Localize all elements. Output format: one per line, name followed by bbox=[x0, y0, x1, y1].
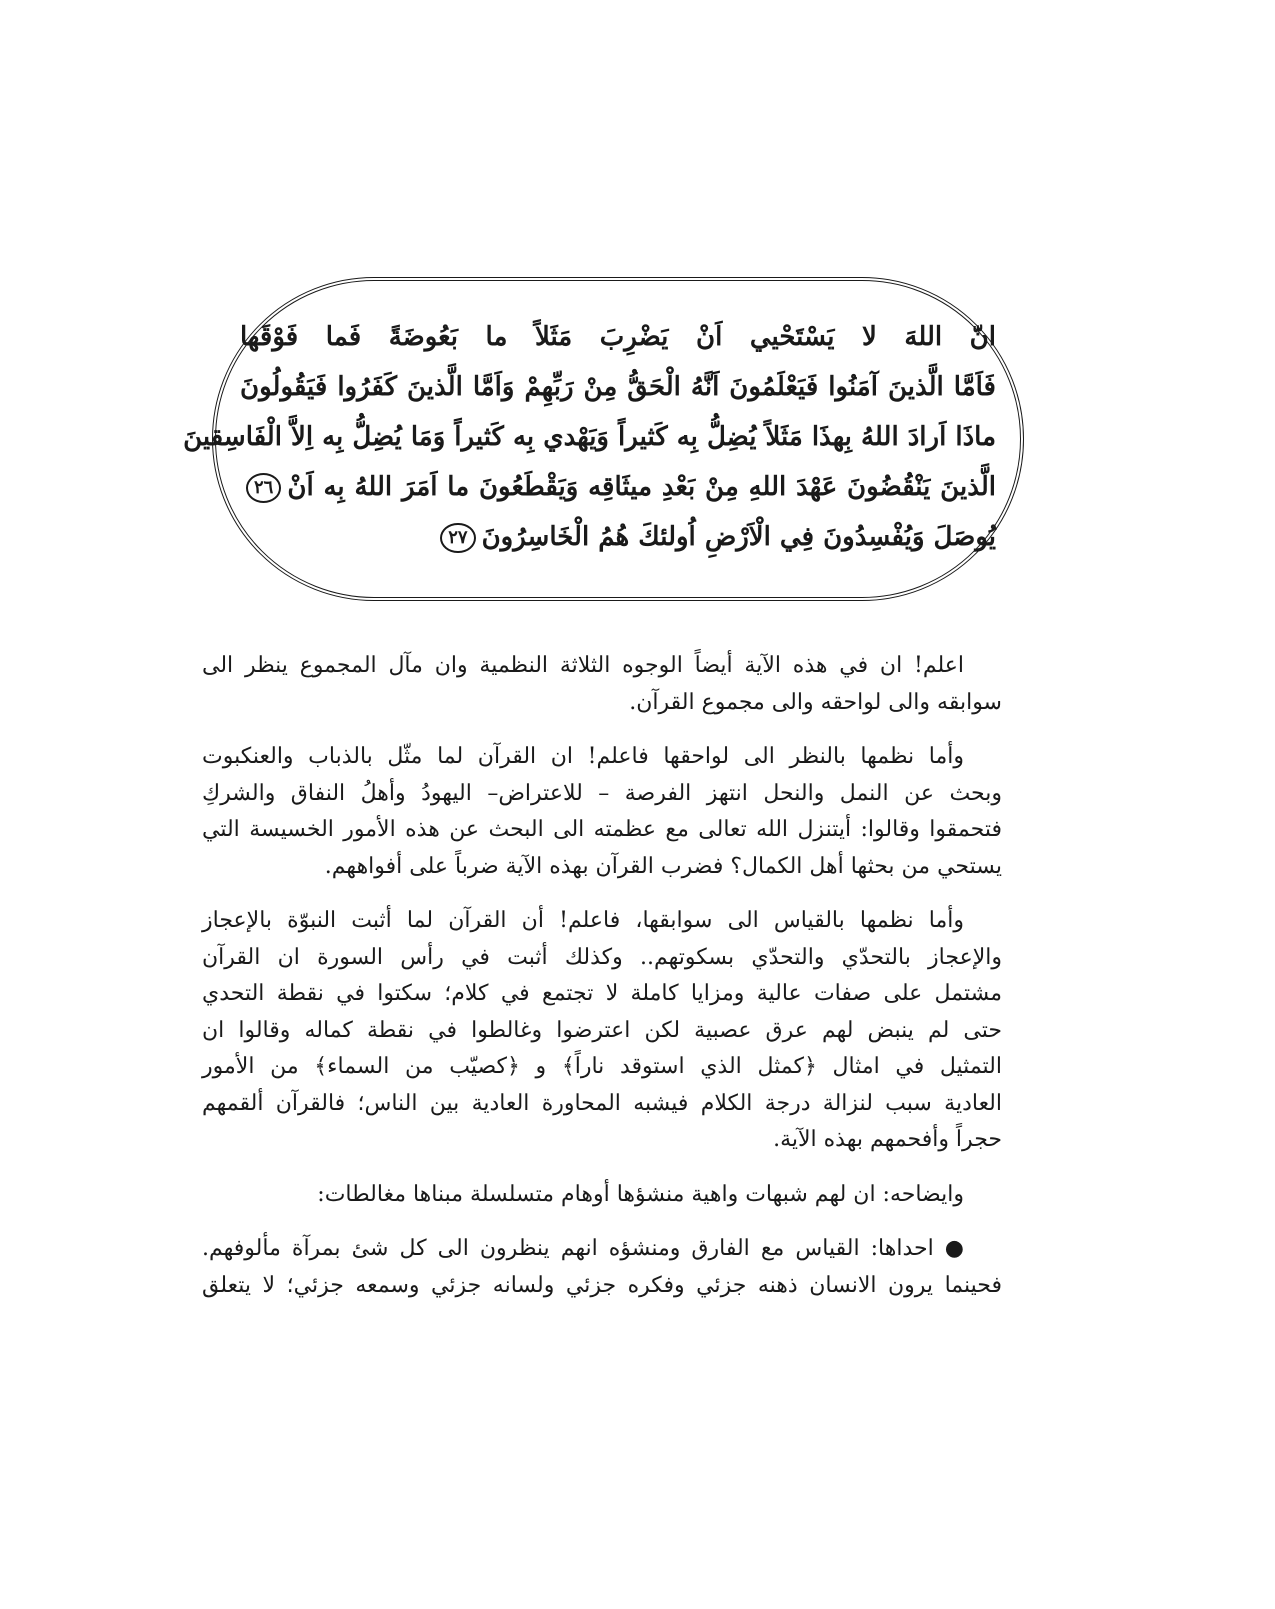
paragraph-line: وأما نظمها بالنظر الى لواحقها فاعلم! ان القرآن لما مثّل بالذباب والعنكبوت bbox=[202, 744, 964, 769]
verse-line-4 bbox=[240, 462, 996, 512]
paragraph-4 bbox=[202, 1177, 1002, 1214]
paragraph-line: سوابقه والى لواحقه والى مجموع القرآن. bbox=[629, 689, 1002, 715]
paragraph-line: حجراً وأفحمهم بهذه الآية. bbox=[773, 1127, 1002, 1152]
paragraph-line: مشتمل على صفات عالية ومزايا كاملة لا تجتمع في كلام؛ سكتوا في نقطة التحدي bbox=[202, 981, 1002, 1006]
paragraph-5 bbox=[202, 1231, 1002, 1304]
paragraph-line: العادية سبب لنزالة درجة الكلام فيشبه المحاورة العادية بين الناس؛ فالقرآن ألقمهم bbox=[202, 1090, 1002, 1116]
paragraph-2 bbox=[202, 739, 1002, 885]
paragraph-line: اعلم! ان في هذه الآية أيضاً الوجوه الثلاثة النظمية وان مآل المجموع ينظر الى bbox=[202, 653, 964, 678]
verse-line-5 bbox=[240, 512, 996, 562]
verse-block bbox=[183, 312, 996, 562]
paragraph-line: فتحمقوا وقالوا: أيتنزل الله تعالى مع عظمته الى البحث عن هذه الأمور الخسيسة التي bbox=[202, 817, 1002, 842]
paragraph-1 bbox=[202, 648, 1002, 721]
paragraph-line: التمثيل في امثال ﴿كمثل الذي استوقد ناراً﴾ و ﴿كصيّب من السماء﴾ من الأمور bbox=[202, 1054, 1002, 1079]
paragraph-line: ● احداها: القياس مع الفارق ومنشؤه انهم ينظرون الى كل شئ بمرآة مألوفهم. bbox=[202, 1236, 964, 1261]
paragraph-line: حتى لم ينبض لهم عرق عصبية لكن اعترضوا وغالطوا في نقطة كماله وقالوا ان bbox=[202, 1017, 1002, 1043]
paragraph-line: والإعجاز بالتحدّي والتحدّي بسكوتهم.. وكذلك أثبت في رأس السورة ان القرآن bbox=[202, 944, 1002, 970]
paragraph-line: يستحي من بحثها أهل الكمال؟ فضرب القرآن بهذه الآية ضرباً على أفواههم. bbox=[324, 853, 1002, 879]
ayah-number-26: ٢٦ bbox=[246, 473, 281, 503]
verse-line-3: ماذَا اَرادَ اللهُ بِهذَا مَثَلاً يُضِلُّ بِه كَثيراً وَيَهْدي بِه كَثيراً وَمَا يُضِلُّ بِه اِلاَّ الْفَاسِقينَ bbox=[183, 422, 996, 452]
verse-line-1: انّ اللهَ لا يَسْتَحْيي اَنْ يَضْرِبَ مَثَلاً ما بَعُوضَةً فَما فَوْقَها bbox=[240, 322, 996, 352]
verse-line-5-text: يُوصَلَ وَيُفْسِدُونَ فِي الْاَرْضِ اُولئكَ هُمُ الْخَاسِرُونَ bbox=[481, 522, 996, 552]
ayah-number-27: ٢٧ bbox=[440, 523, 475, 553]
verse-line-2: فَاَمَّا الَّذينَ آمَنُوا فَيَعْلَمُونَ اَنَّهُ الْحَقُّ مِنْ رَبِّهِمْ وَاَمَّا الَّذينَ كَفَرُوا فَيَقُولُونَ bbox=[240, 372, 996, 402]
paragraph-3 bbox=[202, 903, 1002, 1159]
paragraph-line: وبحث عن النمل والنحل انتهز الفرصة – للاعتراض– اليهودُ وأهلُ النفاق والشركِ bbox=[202, 780, 1002, 806]
paragraph-line: وأما نظمها بالقياس الى سوابقها، فاعلم! أن القرآن لما أثبت النبوّة بالإعجاز bbox=[202, 908, 964, 933]
paragraph-line: وايضاحه: ان لهم شبهات واهية منشؤها أوهام متسلسلة مبناها مغالطات: bbox=[317, 1181, 964, 1207]
paragraph-line: فحينما يرون الانسان ذهنه جزئي وفكره جزئي ولسانه جزئي وسمعه جزئي؛ لا يتعلق bbox=[202, 1272, 1002, 1298]
commentary-text bbox=[202, 648, 1002, 1322]
verse-line-4-text: الَّذينَ يَنْقُضُونَ عَهْدَ اللهِ مِنْ بَعْدِ ميثَاقِه وَيَقْطَعُونَ ما اَمَرَ اللهُ بِه اَنْ bbox=[287, 472, 996, 502]
